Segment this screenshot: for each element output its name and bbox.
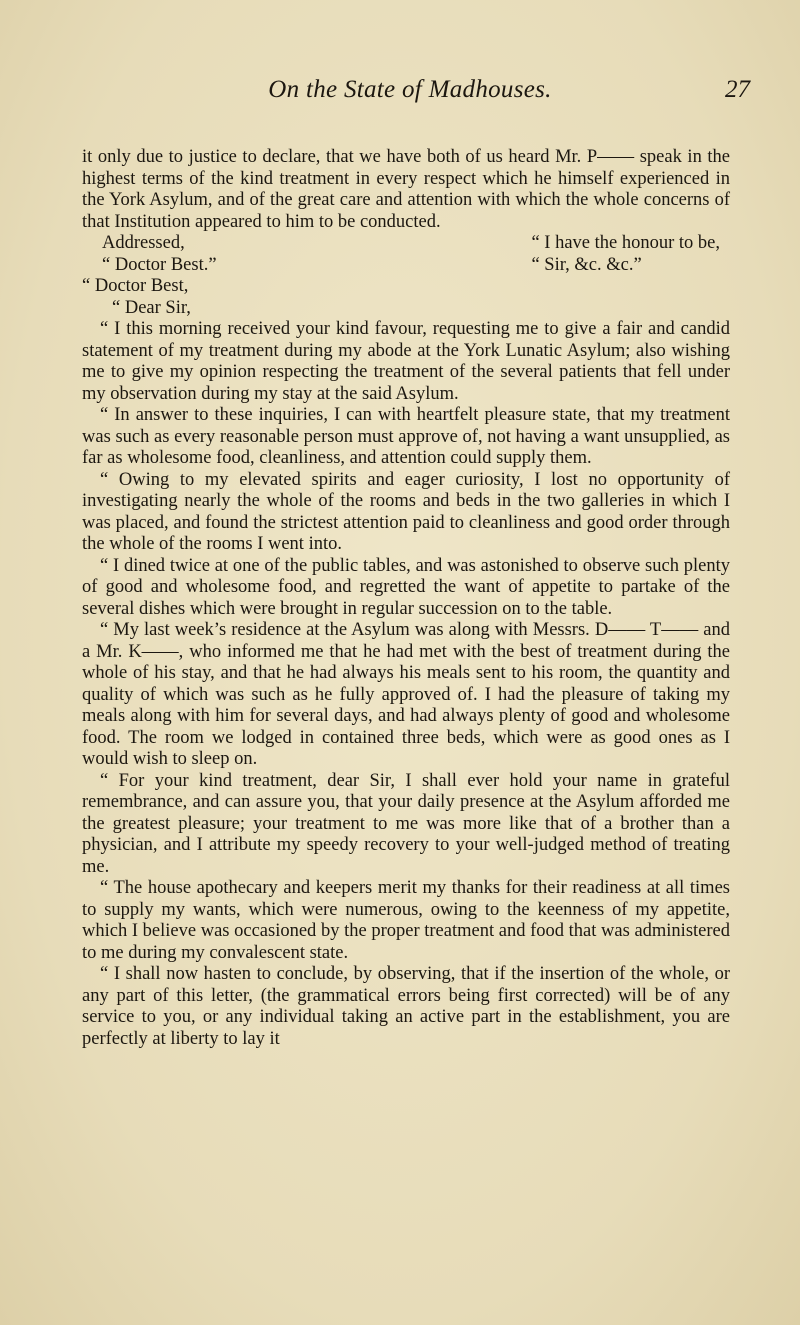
page-number: 27 — [725, 76, 750, 103]
addressee-name: “ Doctor Best.” — [102, 254, 217, 275]
letter-paragraph: “ I this morning received your kind favour, requesting me to give a fair and candid statement of my treatment during my abode at the York Lunatic Asylum; also wishing me to give my opinion respecting the treatment of the several patients that fell under my observation during my stay at the said Asylum. — [82, 319, 730, 404]
intro-paragraph: it only due to justice to declare, that we have both of us heard Mr. P—— speak in the highest terms of the kind treatment in every respect which he himself experienced in the York Asylum, and of the great care and attention with which the whole concerns of that Institution appeared to him to be conducted. — [82, 147, 730, 232]
letter-paragraph: “ The house apothecary and keepers merit my thanks for their readiness at all times to supply my wants, which were numerous, owing to the keenness of my appetite, which I believe was occasioned by the proper treatment and food that was administered to me during my convalescent state. — [82, 878, 730, 963]
address-left-column — [82, 233, 217, 276]
salutation-dear-sir: “ Dear Sir, — [112, 297, 191, 318]
running-title: On the State of Madhouses. — [268, 76, 552, 103]
letter-address-block — [82, 233, 730, 276]
honour-line: “ I have the honour to be, — [531, 233, 720, 253]
salutation-name: “ Doctor Best, — [82, 276, 189, 296]
letter-paragraph: “ I dined twice at one of the public tables, and was astonished to observe such plenty of good and wholesome food, and regretted the want of appetite to partake of the several dishes which were brought in regular succession on to the table. — [82, 555, 730, 619]
running-head — [80, 76, 750, 116]
body-text — [82, 147, 730, 1050]
letter-paragraph: “ I shall now hasten to conclude, by observing, that if the insertion of the whole, or any part of this letter, (the grammatical errors being first corrected) will be of any service to you, or any individual taking an active part in the establishment, you are perfectly at liberty to lay it — [82, 964, 730, 1049]
letter-paragraph: “ My last week’s residence at the Asylum was along with Messrs. D—— T—— and a Mr. K——, who informed me that he had met with the best of treatment during the whole of his stay, and that he had always his meals sent to his room, the quantity and quality of which was such as he fully approved of. I had the pleasure of taking my meals along with him for several days, and had always plenty of good and wholesome food. The room we lodged in contained three beds, which were as good ones as I would wish to sleep on. — [82, 620, 730, 769]
closing-line: “ Sir, &c. &c.” — [531, 254, 642, 275]
letter-paragraph: “ Owing to my elevated spirits and eager curiosity, I lost no opportunity of investigating nearly the whole of the rooms and beds in the two galleries in which I was placed, and found the strictest attention paid to cleanliness and good order through the whole of the rooms I went into. — [82, 469, 730, 554]
address-right-column — [531, 233, 730, 276]
addressed-label: Addressed, — [102, 233, 185, 253]
letter-paragraph: “ In answer to these inquiries, I can with heartfelt pleasure state, that my treatment was such as every reasonable person must approve of, not having a want unsupplied, as far as wholesome food, cleanliness, and attention could supply them. — [82, 405, 730, 468]
letter-paragraph: “ For your kind treatment, dear Sir, I shall ever hold your name in grateful remembrance, and can assure you, that your daily presence at the Asylum afforded me the greatest pleasure; your treatment to me was more like that of a brother than a physician, and I attribute my speedy recovery to your well-judged method of treating me. — [82, 770, 730, 877]
